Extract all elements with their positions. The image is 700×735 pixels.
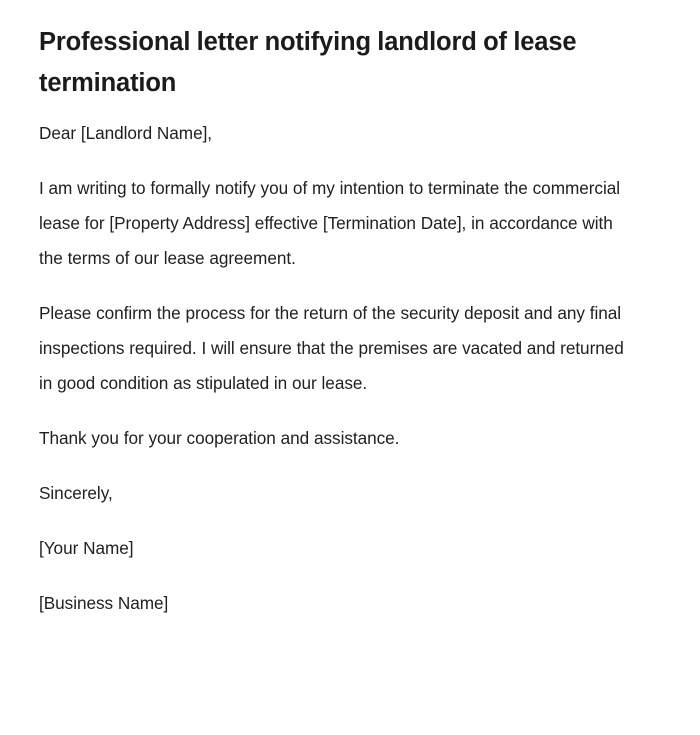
page-title: Professional letter notifying landlord of lease termination [39,28,577,97]
paragraph-signature-name: [Your Name] [39,538,134,558]
paragraph-security-deposit-request: Please confirm the process for the return of the security deposit and any final inspections required. I will ensure that the premises are vacated and returned in good condition as stipulated in our lease. [39,303,624,393]
paragraph-salutation: Dear [Landlord Name], [39,123,213,143]
paragraph-closing: Sincerely, [39,483,113,503]
paragraph-thanks: Thank you for your cooperation and assistance. [39,428,400,448]
paragraph-signature-business: [Business Name] [39,593,169,613]
paragraph-intent-to-terminate: I am writing to formally notify you of my intention to terminate the commercial lease for [Property Address] effective [Termination Date], in accordance with the terms of our lease agreement. [39,178,620,268]
letter-body [39,104,633,621]
letter-document [39,0,633,621]
